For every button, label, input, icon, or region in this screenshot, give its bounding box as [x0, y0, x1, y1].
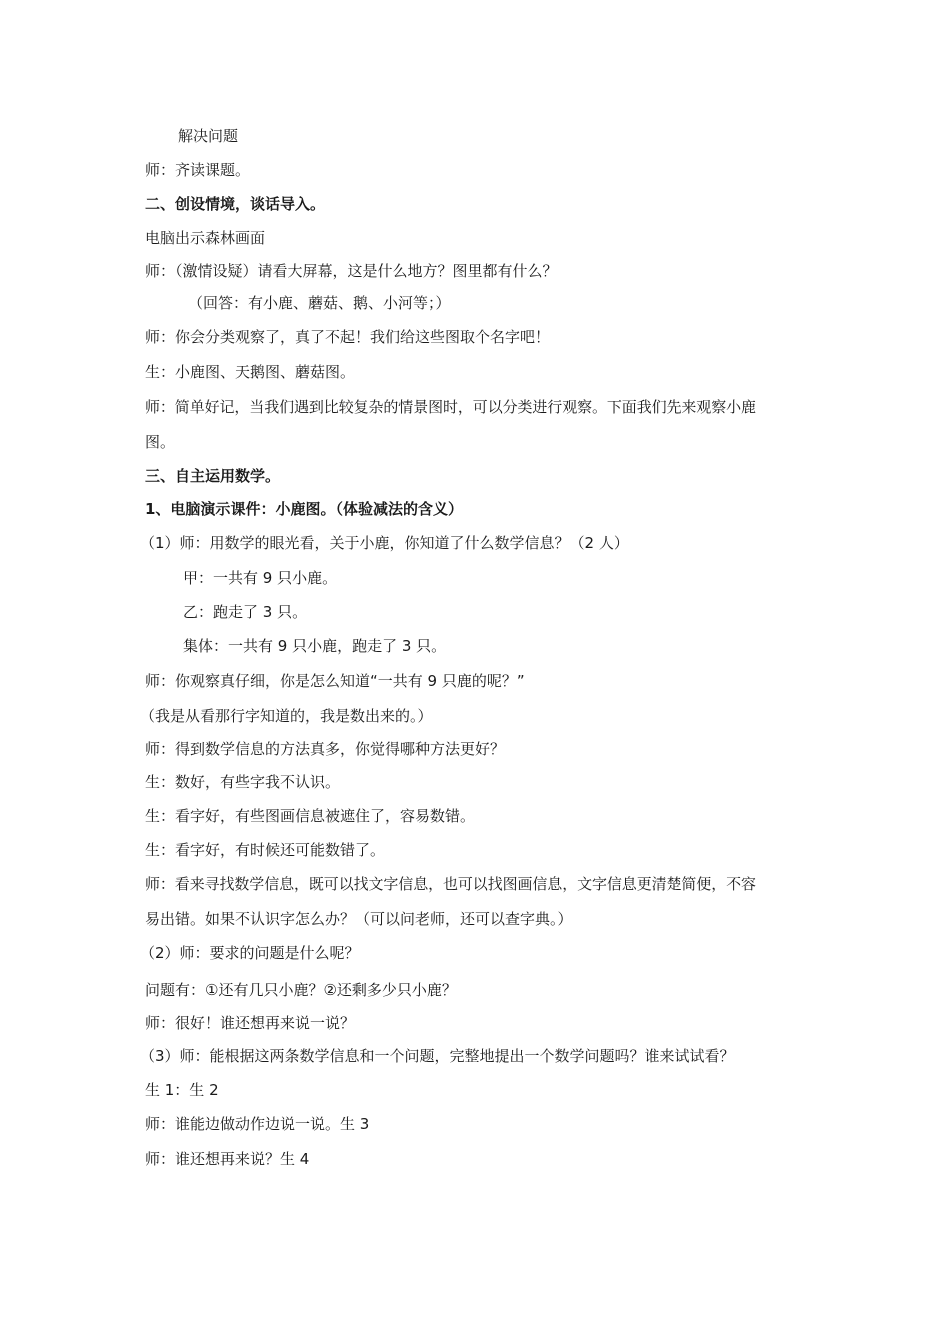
text-line: 师：很好！谁还想再来说一说？ — [145, 1014, 356, 1032]
text-line: 生 1：生 2 — [145, 1081, 219, 1099]
text-line: 解决问题 — [178, 127, 239, 145]
section-heading: 三、自主运用数学。 — [145, 467, 281, 485]
text-line: 师：看来寻找数学信息，既可以找文字信息，也可以找图画信息，文字信息更清楚简便，不容 — [145, 875, 756, 893]
text-line: （回答：有小鹿、蘑菇、鹅、小河等；） — [188, 294, 451, 312]
text-line: 问题有：①还有几只小鹿？②还剩多少只小鹿？ — [145, 981, 457, 999]
text-line: 生：看字好，有时候还可能数错了。 — [145, 841, 386, 859]
text-line: 图。 — [145, 433, 176, 451]
text-line: 师：齐读课题。 — [145, 161, 251, 179]
text-line: 师：谁能边做动作边说一说。生 3 — [145, 1115, 370, 1133]
text-line: （3）师：能根据这两条数学信息和一个问题，完整地提出一个数学问题吗？谁来试试看？ — [140, 1047, 735, 1065]
text-line: 生：看字好，有些图画信息被遮住了，容易数错。 — [145, 807, 476, 825]
section-heading: 二、创设情境，谈话导入。 — [145, 195, 326, 213]
text-line: 生：数好，有些字我不认识。 — [145, 773, 341, 791]
text-line: 生：小鹿图、天鹅图、蘑菇图。 — [145, 363, 356, 381]
text-line: 易出错。如果不认识字怎么办？（可以问老师，还可以查字典。） — [145, 910, 573, 928]
text-line: 师：得到数学信息的方法真多，你觉得哪种方法更好？ — [145, 740, 506, 758]
text-line: 师：你会分类观察了，真了不起！我们给这些图取个名字吧！ — [145, 328, 551, 346]
text-line: 师：你观察真仔细，你是怎么知道“一共有 9 只鹿的呢？” — [145, 672, 525, 690]
text-line: （1）师：用数学的眼光看，关于小鹿，你知道了什么数学信息？（2 人） — [140, 534, 629, 552]
text-line: （2）师：要求的问题是什么呢？ — [140, 944, 360, 962]
text-line: 集体：一共有 9 只小鹿，跑走了 3 只。 — [183, 637, 447, 655]
text-line: 师：谁还想再来说？生 4 — [145, 1150, 310, 1168]
subsection-heading: 1、电脑演示课件：小鹿图。（体验减法的含义） — [145, 500, 463, 518]
text-line: 师：（激情设疑）请看大屏幕，这是什么地方？图里都有什么？ — [145, 262, 558, 280]
text-line: 乙：跑走了 3 只。 — [183, 603, 308, 621]
text-line: 电脑出示森林画面 — [145, 229, 266, 247]
text-line: 甲：一共有 9 只小鹿。 — [183, 569, 338, 587]
text-line: 师：简单好记，当我们遇到比较复杂的情景图时，可以分类进行观察。下面我们先来观察小鹿 — [145, 398, 756, 416]
text-line: （我是从看那行字知道的，我是数出来的。） — [140, 707, 433, 725]
